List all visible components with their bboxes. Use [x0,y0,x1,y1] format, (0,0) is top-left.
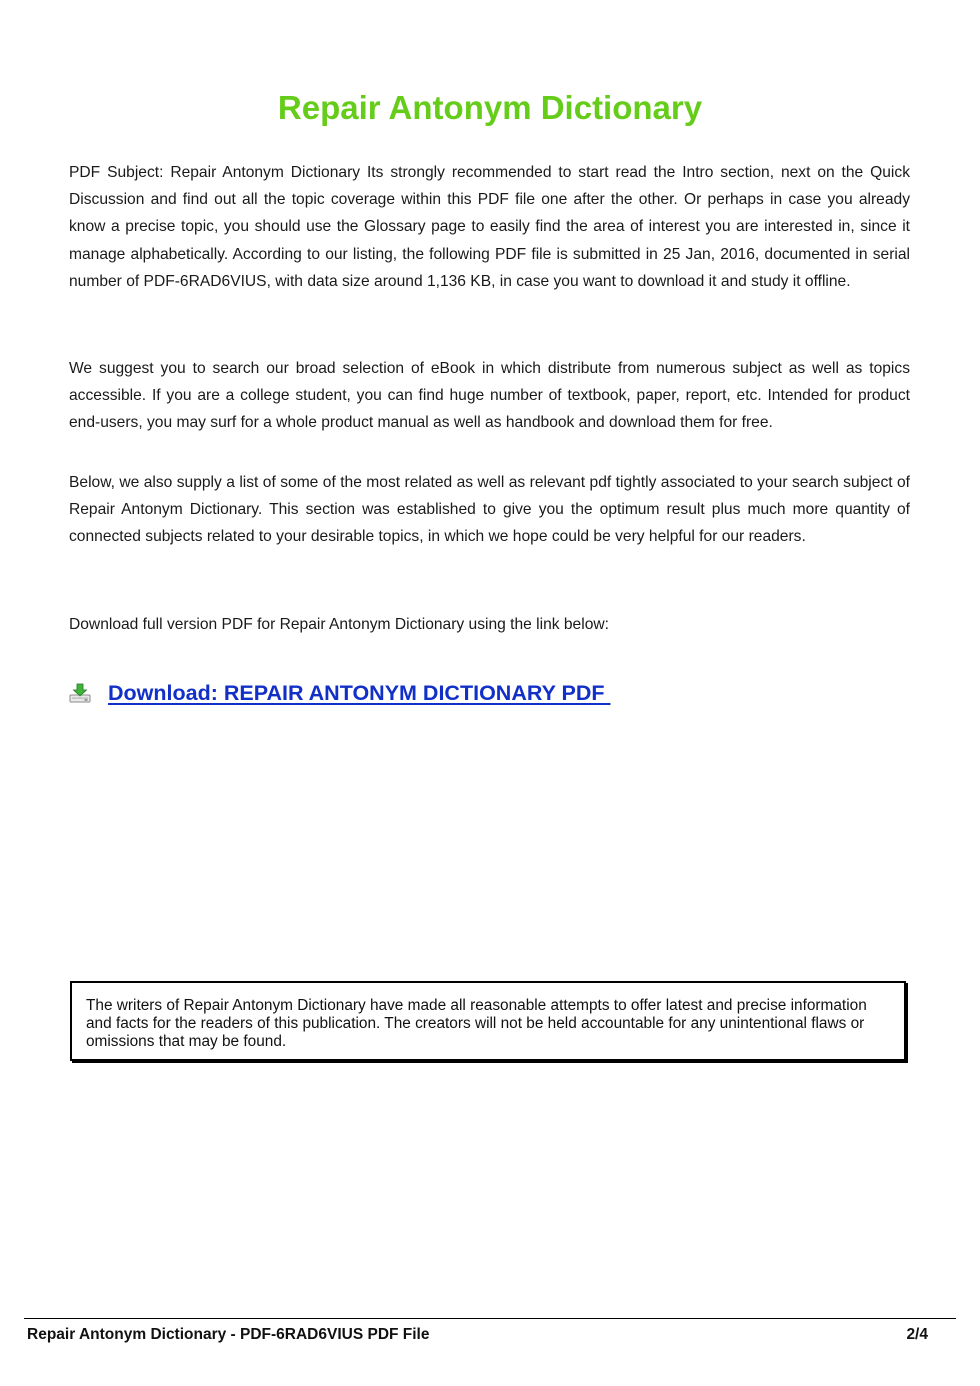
page-title: Repair Antonym Dictionary [277,89,703,126]
related-paragraph: Below, we also supply a list of some of the most related as well as relevant pdf tightly associated to your search subject of Repair Antonym Dictionary. This section was established to give you the optimum result plus much more quantity of connected subjects related to your desirable topics, in which we hope could be very helpful for our readers. [69,474,910,546]
disclaimer-box: The writers of Repair Antonym Dictionary have made all reasonable attempts to offer latest and precise information and facts for the readers of this publication. The creators will not be held accountable for any unintentional flaws or omissions that may be found. [70,981,906,1061]
download-instruction: Download full version PDF for Repair Antonym Dictionary using the link below: [69,616,609,633]
footer-divider [24,1318,956,1319]
page-number: 2/4 [906,1326,928,1343]
download-link[interactable]: Download: REPAIR ANTONYM DICTIONARY PDF [108,680,611,705]
download-row[interactable] [69,678,610,708]
download-icon[interactable] [69,682,91,704]
suggestion-paragraph: We suggest you to search our broad selection of eBook in which distribute from numerous subject as well as topics accessible. If you are a college student, you can find huge number of textbook, paper, report, etc. Intended for product end-users, you may surf for a whole product manual as well as handbook and download them for free. [69,360,910,432]
footer-document-title: Repair Antonym Dictionary - PDF-6RAD6VIUS PDF File [27,1326,430,1343]
intro-paragraph: PDF Subject: Repair Antonym Dictionary Its strongly recommended to start read the Intro section, next on the Quick Discussion and find out all the topic coverage within this PDF file one after the other. Or perhaps in case you already know a precise topic, you should use the Glossary page to easily find the area of interest you are interested in, since it manage alphabetically. According to our listing, the following PDF file is submitted in 25 Jan, 2016, documented in serial number of PDF-6RAD6VIUS, with data size around 1,136 KB, in case you want to download it and study it offline. [69,164,910,290]
